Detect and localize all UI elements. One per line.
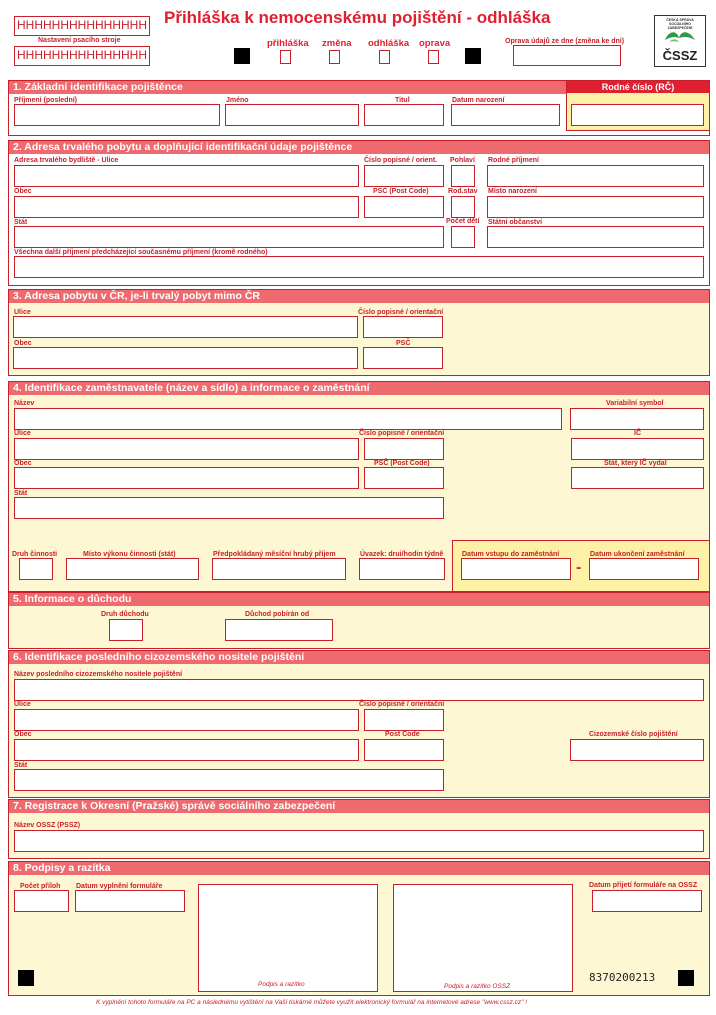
degree-label: Titul: [395, 97, 410, 104]
marital-label: Rod.stav: [448, 188, 478, 195]
s4-city-label: Obec: [14, 460, 32, 467]
foreign-no-label: Cizozemské číslo pojištění: [589, 731, 678, 738]
rc-field[interactable]: [571, 104, 704, 126]
receive-date-label: Datum přijetí formuláře na OSSZ: [589, 882, 698, 889]
post-code-label: Post Code: [385, 731, 420, 738]
section-6-title: 6. Identifikace posledního cizozemského nositele pojištění: [9, 651, 709, 664]
s6-country-field[interactable]: [14, 769, 444, 791]
s4-country-label: Stát: [14, 490, 28, 497]
activity-type-field[interactable]: [19, 558, 53, 580]
section-1-title: 1. Základní identifikace pojištěnce: [9, 81, 709, 94]
signature-box[interactable]: [198, 884, 378, 992]
form-title: Přihláška k nemocenskému pojištění - odhláška: [164, 8, 551, 27]
city-label: Obec: [14, 188, 32, 195]
date-range-dash: -: [576, 559, 582, 576]
birth-surname-field[interactable]: [487, 165, 704, 187]
receive-date-field[interactable]: [592, 890, 702, 912]
street-label: Adresa trvalého bydliště - Ulice: [14, 157, 119, 164]
option-odhlaska-checkbox[interactable]: [379, 50, 390, 64]
s6-city-label: Obec: [14, 731, 32, 738]
s4-street-field[interactable]: [14, 438, 359, 460]
marker-square-left: [234, 48, 250, 64]
fill-date-field[interactable]: [75, 890, 185, 912]
pension-since-field[interactable]: [225, 619, 333, 641]
s3-street-label: Ulice: [14, 309, 31, 316]
s3-city-field[interactable]: [13, 347, 358, 369]
option-prihlaska-checkbox[interactable]: [280, 50, 291, 64]
correction-date-label: Oprava údajů ze dne (změna ke dni): [505, 38, 625, 45]
name-label: Jméno: [226, 97, 249, 104]
birth-surname-label: Rodné příjmení: [488, 157, 539, 164]
ic-field[interactable]: [571, 438, 704, 460]
printer-test-code-2: HHHHHHHHHHHHHHH: [14, 46, 150, 66]
form-number: 8370200213: [589, 971, 656, 984]
s4-zip-field[interactable]: [364, 467, 444, 489]
citizenship-field[interactable]: [487, 226, 704, 248]
fill-date-label: Datum vyplnění formuláře: [76, 883, 163, 890]
leaf-icon: [655, 28, 705, 46]
employer-name-field[interactable]: [14, 408, 562, 430]
surname-label: Příjmení (poslední): [14, 97, 78, 104]
ic-label: IČ: [634, 430, 641, 437]
section-5-title: 5. Informace o důchodu: [9, 593, 709, 606]
other-surnames-label: Všechna další příjmení předcházející současnému příjmení (kromě rodného): [14, 249, 268, 256]
workload-label: Úvazek: drui/hodin týdně: [360, 551, 444, 558]
section-4-title: 4. Identifikace zaměstnavatele (název a sídlo) a informace o zaměstnání: [9, 382, 709, 395]
attachments-label: Počet příloh: [20, 883, 61, 890]
citizenship-label: Státní občanství: [488, 219, 543, 226]
surname-field[interactable]: [14, 104, 220, 126]
var-symbol-field[interactable]: [570, 408, 704, 430]
printer-setup-label: Nastavení psacího stroje: [38, 37, 121, 44]
ic-country-field[interactable]: [571, 467, 704, 489]
option-odhlaska-label: odhláška: [368, 38, 410, 49]
var-symbol-label: Variabilní symbol: [606, 400, 664, 407]
house-no-label: Číslo popisné / orient.: [364, 157, 438, 164]
ossz-name-field[interactable]: [14, 830, 704, 852]
pension-type-field[interactable]: [109, 619, 143, 641]
birth-place-label: Místo narození: [488, 188, 538, 195]
section-2-title: 2. Adresa trvalého pobytu a doplňující identifikační údaje pojištěnce: [9, 141, 709, 154]
logo-text: ČSSZ: [662, 48, 698, 63]
option-zmena-checkbox[interactable]: [329, 50, 340, 64]
expected-income-field[interactable]: [212, 558, 346, 580]
children-label: Počet dětí: [446, 218, 480, 225]
pension-type-label: Druh důchodu: [101, 611, 149, 618]
start-date-field[interactable]: [461, 558, 571, 580]
s3-street-field[interactable]: [13, 316, 358, 338]
zip-field[interactable]: [364, 196, 444, 218]
option-zmena-label: změna: [322, 38, 352, 49]
s4-house-no-label: Číslo popisné / orientační: [359, 430, 445, 437]
ossz-name-label: Název OSSZ (PSSZ): [14, 822, 81, 829]
street-field[interactable]: [14, 165, 359, 187]
post-code-field[interactable]: [364, 739, 444, 761]
degree-field[interactable]: [364, 104, 444, 126]
activity-type-label: Druh činnosti: [12, 551, 58, 558]
s4-zip-label: PSČ (Post Code): [374, 460, 430, 467]
s4-house-no-field[interactable]: [364, 438, 444, 460]
section-7-title: 7. Registrace k Okresní (Pražské) správě sociálního zabezpečení: [9, 800, 709, 813]
option-oprava-label: oprava: [419, 38, 451, 49]
option-prihlaska-label: přihláška: [267, 38, 309, 49]
ossz-signature-box[interactable]: [393, 884, 573, 992]
children-field[interactable]: [451, 226, 475, 248]
ic-country-label: Stát, který IČ vydal: [604, 460, 667, 467]
foreign-insurer-name-label: Název posledního cizozemského nositele pojištění: [14, 671, 183, 678]
signature-label: Podpis a razítko: [258, 981, 305, 988]
s6-street-field[interactable]: [14, 709, 359, 731]
other-surnames-field[interactable]: [14, 256, 704, 278]
sex-field[interactable]: [451, 165, 475, 187]
ossz-signature-label: Podpis a razítko OSSZ: [444, 983, 511, 990]
s4-city-field[interactable]: [14, 467, 359, 489]
s6-country-label: Stát: [14, 762, 28, 769]
s6-house-no-field[interactable]: [364, 709, 444, 731]
cssz-logo: [654, 15, 706, 67]
country-field[interactable]: [14, 226, 444, 248]
s6-street-label: Ulice: [14, 701, 31, 708]
birth-date-field[interactable]: [451, 104, 560, 126]
pension-since-label: Důchod pobírán od: [245, 611, 310, 618]
section-3-title: 3. Adresa pobytu v ČR, je-li trvalý pobyt mimo ČR: [9, 290, 709, 303]
workplace-label: Místo výkonu činnosti (stát): [83, 551, 176, 558]
s6-city-field[interactable]: [14, 739, 359, 761]
foreign-no-field[interactable]: [570, 739, 704, 761]
marker-square-bottom-right: [678, 970, 694, 986]
house-no-field[interactable]: [364, 165, 444, 187]
employer-name-label: Název: [14, 400, 35, 407]
s6-house-no-label: Číslo popisné / orientační: [359, 701, 445, 708]
s4-country-field[interactable]: [14, 497, 444, 519]
footer-note: K vyplnění tohoto formuláře na PC a následnému vytištění na Vaší tiskárně můžete využít elektronický formulář na internetové adrese "www.cssz.cz" !: [96, 999, 528, 1006]
workload-field[interactable]: [359, 558, 445, 580]
logo-caption: ČESKÁ SPRÁVA SOCIÁLNÍHO ZABEZPEČENÍ: [666, 18, 694, 30]
s3-house-no-label: Číslo popisné / orientační: [358, 309, 444, 316]
option-oprava-checkbox[interactable]: [428, 50, 439, 64]
s3-house-no-field[interactable]: [363, 316, 443, 338]
marker-square-bottom-left: [18, 970, 34, 986]
s3-zip-field[interactable]: [363, 347, 443, 369]
end-date-label: Datum ukončení zaměstnání: [590, 551, 685, 558]
marker-square-right: [465, 48, 481, 64]
workplace-field[interactable]: [66, 558, 199, 580]
birth-date-label: Datum narození: [452, 97, 505, 104]
correction-date-field[interactable]: [513, 45, 621, 66]
expected-income-label: Předpokládaný měsíční hrubý příjem: [213, 551, 336, 558]
zip-label: PSČ (Post Code): [373, 188, 429, 195]
sex-label: Pohlaví: [450, 157, 475, 164]
rc-panel: [566, 80, 710, 131]
birth-place-field[interactable]: [487, 196, 704, 218]
s4-street-label: Ulice: [14, 430, 31, 437]
name-field[interactable]: [225, 104, 359, 126]
end-date-field[interactable]: [589, 558, 699, 580]
country-label: Stát: [14, 219, 28, 226]
city-field[interactable]: [14, 196, 359, 218]
s3-zip-label: PSČ: [396, 340, 411, 347]
s3-city-label: Obec: [14, 340, 32, 347]
marital-field[interactable]: [451, 196, 475, 218]
attachments-field[interactable]: [14, 890, 69, 912]
printer-test-code-1: HHHHHHHHHHHHHHH: [14, 16, 150, 36]
foreign-insurer-name-field[interactable]: [14, 679, 704, 701]
start-date-label: Datum vstupu do zaměstnání: [462, 551, 560, 558]
section-8-title: 8. Podpisy a razítka: [9, 862, 709, 875]
rc-title: Rodné číslo (RČ): [567, 81, 709, 93]
